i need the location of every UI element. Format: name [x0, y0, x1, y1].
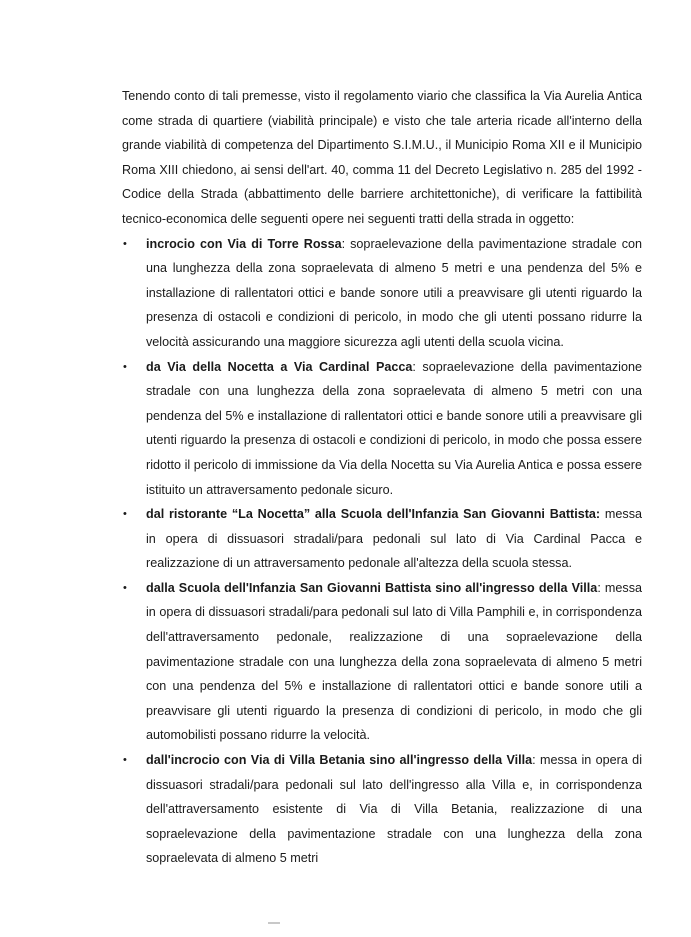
- bullet-icon: •: [123, 754, 127, 767]
- item-text: sopraelevazione della pavimentazione stradale con una lunghezza della zona sopraelevata di almeno 5 metri con una pendenza del 5% e installazione di rallentatori ottici e bande sonore utili a preavvisare gli utenti riguardo la presenza di ostacoli e condizioni di pericolo, in modo che possa essere ridotto il pericolo di immissione da Via della Nocetta su Via Aurelia Antica e possa essere istituito un attraversamento pedonale sicuro.: [146, 359, 642, 497]
- list-item: [122, 502, 642, 576]
- bullet-icon: •: [123, 237, 127, 250]
- list-item: [122, 355, 642, 503]
- list-item: [122, 576, 642, 748]
- document-body: [122, 84, 642, 871]
- item-heading: dalla Scuola dell'Infanzia San Giovanni Battista sino all'ingresso della Villa: [146, 580, 598, 595]
- list-item: [122, 748, 642, 871]
- list-item: [122, 232, 642, 355]
- bullet-icon: •: [123, 508, 127, 521]
- item-separator: :: [597, 580, 601, 595]
- item-separator: :: [532, 753, 536, 768]
- item-heading: incrocio con Via di Torre Rossa: [146, 236, 342, 251]
- item-heading: da Via della Nocetta a Via Cardinal Pacca: [146, 359, 413, 374]
- item-heading: dall'incrocio con Via di Villa Betania sino all'ingresso della Villa: [146, 753, 533, 768]
- item-heading: dal ristorante “La Nocetta” alla Scuola dell'Infanzia San Giovanni Battista:: [146, 507, 601, 522]
- item-text: sopraelevazione della pavimentazione stradale con una lunghezza della zona sopraelevata di almeno 5 metri e una pendenza del 5% e installazione di rallentatori ottici e bande sonore utili a preavvisare gli utenti riguardo la presenza di ostacoli e condizioni di pericolo, in modo che gli utenti possano ridurre la velocità assicurando una maggiore sicurezza agli utenti della scuola vicina.: [146, 236, 642, 349]
- item-text: messa in opera di dissuasori stradali/para pedonali sul lato di Villa Pamphili e, in corrispondenza dell'attraversamento pedonale, realizzazione di una sopraelevazione della pavimentazione stradale con una lunghezza della zona sopraelevata di almeno 5 metri con una pendenza del 5% e installazione di rallentatori ottici e bande sonore utili a preavvisare gli utenti riguardo la presenza di condizioni di pericolo, in modo che gli automobilisti possano ridurre la velocità.: [146, 580, 642, 743]
- item-separator: :: [412, 359, 416, 374]
- scan-mark: [268, 922, 280, 924]
- works-list: [122, 232, 642, 871]
- bullet-icon: •: [123, 581, 127, 594]
- item-text: messa in opera di dissuasori stradali/para pedonali sul lato di Via Cardinal Pacca e realizzazione di un attraversamento pedonale all'altezza della scuola stessa.: [146, 507, 642, 571]
- intro-paragraph: Tenendo conto di tali premesse, visto il regolamento viario che classifica la Via Aurelia Antica come strada di quartiere (viabilità principale) e visto che tale arteria ricade all'interno della grande viabilità di competenza del Dipartimento S.I.M.U., il Municipio Roma XII e il Municipio Roma XIII chiedono, ai sensi dell'art. 40, comma 11 del Decreto Legislativo n. 285 del 1992 - Codice della Strada (abbattimento delle barriere architettoniche), di verificare la fattibilità tecnico-economica delle seguenti opere nei seguenti tratti della strada in oggetto:: [122, 89, 642, 226]
- item-separator: :: [341, 236, 346, 251]
- item-text: messa in opera di dissuasori stradali/para pedonali sul lato dell'ingresso alla Villa e, in corrispondenza dell'attraversamento esistente di Via di Villa Betania, realizzazione di una sopraelevazione della pavimentazione stradale con una lunghezza della zona sopraelevata di almeno 5 metri: [146, 753, 642, 866]
- bullet-icon: •: [123, 360, 127, 373]
